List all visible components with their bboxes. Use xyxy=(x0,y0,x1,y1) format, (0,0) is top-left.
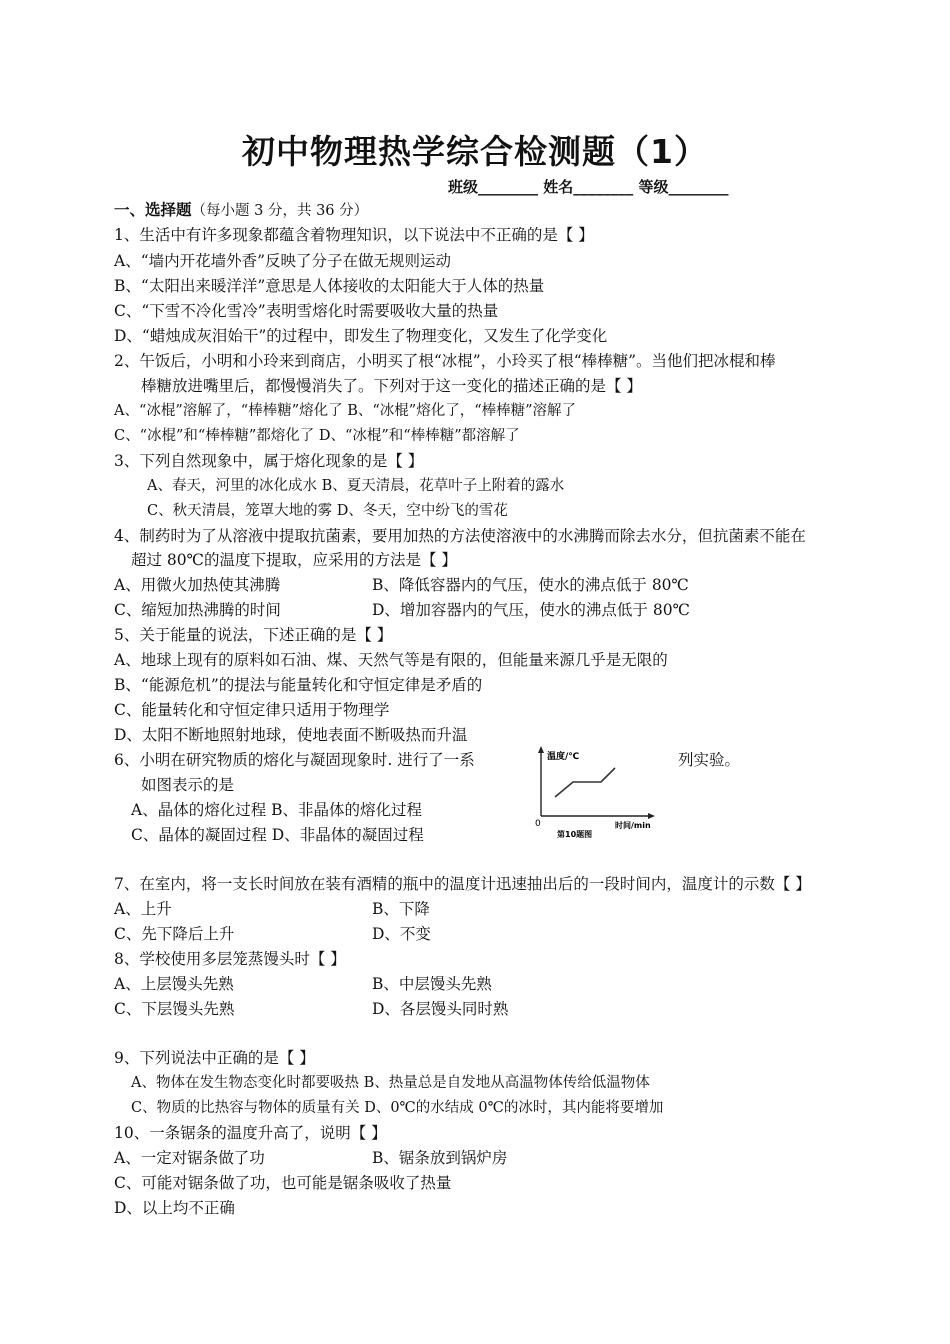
q3-options-ab: A、春天，河里的冰化成水 B、夏天清晨，花草叶子上附着的露水 xyxy=(147,478,565,494)
q6-stem-line1b: 列实验。 xyxy=(678,751,741,769)
graph-x-label: 时间/min xyxy=(615,821,651,830)
graph-y-label: 温度/℃ xyxy=(547,752,580,762)
page-title: 初中物理热学综合检测题（1） xyxy=(242,132,708,171)
q8-stem: 8、学校使用多层笼蒸馒头时【 】 xyxy=(114,950,346,968)
q5-option-a: A、地球上现有的原料如石油、煤、天然气等是有限的，但能量来源几乎是无限的 xyxy=(114,651,668,669)
q7-option-a: A、上升 xyxy=(114,900,172,918)
q1-option-a: A、“墙内开花墙外香”反映了分子在做无规则运动 xyxy=(114,252,452,270)
q10-option-d: D、以上均不正确 xyxy=(114,1199,235,1217)
q6-stem-line1a: 6、小明在研究物质的熔化与凝固现象时. 进行了一系 xyxy=(114,751,475,769)
q9-options-cd: C、物质的比热容与物体的质量有关 D、0℃的水结成 0℃的冰时，其内能将要增加 xyxy=(131,1100,664,1116)
q8-option-c: C、下层馒头先熟 xyxy=(114,1000,235,1018)
q5-stem: 5、关于能量的说法，下述正确的是【 】 xyxy=(114,626,393,644)
q1-option-c: C、“下雪不冷化雪冷”表明雪熔化时需要吸收大量的热量 xyxy=(114,302,499,320)
q10-option-b: B、锯条放到锅炉房 xyxy=(372,1149,508,1167)
q9-stem: 9、下列说法中正确的是【 】 xyxy=(114,1049,315,1067)
q7-option-c: C、先下降后上升 xyxy=(114,925,235,943)
graph-caption: 第10题图 xyxy=(557,830,593,839)
q10-option-a: A、一定对锯条做了功 xyxy=(114,1149,265,1167)
q8-option-a: A、上层馒头先熟 xyxy=(114,975,234,993)
q5-option-b: B、“能源危机”的提法与能量转化和守恒定律是矛盾的 xyxy=(114,676,483,694)
q1-option-b: B、“太阳出来暖洋洋”意思是人体接收的太阳能大于人体的热量 xyxy=(114,277,545,295)
q6-stem-line2: 如图表示的是 xyxy=(141,776,235,794)
q4-option-d: D、增加容器内的气压，使水的沸点低于 80℃ xyxy=(372,601,690,619)
q2-stem-line2: 棒糖放进嘴里后，都慢慢消失了。下列对于这一变化的描述正确的是【 】 xyxy=(141,377,642,395)
q7-option-d: D、不变 xyxy=(372,925,431,943)
q2-stem-line1: 2、午饭后，小明和小玲来到商店，小明买了根“冰棍”，小玲买了根“棒棒糖”。当他们把冰棍和棒 xyxy=(114,352,776,370)
q7-stem: 7、在室内，将一支长时间放在装有酒精的瓶中的温度计迅速抽出后的一段时间内，温度计的示数【 】 xyxy=(114,875,811,893)
q4-option-b: B、降低容器内的气压，使水的沸点低于 80℃ xyxy=(372,576,689,594)
q10-option-c: C、可能对锯条做了功，也可能是锯条吸收了热量 xyxy=(114,1174,452,1192)
q6-options-ab: A、晶体的熔化过程 B、非晶体的熔化过程 xyxy=(131,801,423,819)
q2-options-cd: C、“冰棍”和“棒棒糖”都熔化了 D、“冰棍”和“棒棒糖”都溶解了 xyxy=(114,428,520,444)
student-info-fields: 班级________ 姓名________ 等级________ xyxy=(448,178,729,196)
q5-option-d: D、太阳不断地照射地球，使地表面不断吸热而升温 xyxy=(114,726,468,744)
graph-y-arrow xyxy=(538,746,544,753)
q4-option-a: A、用微火加热使其沸腾 xyxy=(114,576,281,594)
q8-option-b: B、中层馒头先熟 xyxy=(372,975,492,993)
q1-stem: 1、生活中有许多现象都蕴含着物理知识，以下说法中不正确的是【 】 xyxy=(114,226,594,244)
q2-options-ab: A、“冰棍”溶解了，“棒棒糖”熔化了 B、“冰棍”熔化了，“棒棒糖”溶解了 xyxy=(114,403,577,419)
q5-option-c: C、能量转化和守恒定律只适用于物理学 xyxy=(114,701,390,719)
graph-x-arrow xyxy=(648,813,655,819)
section-title: 一、选择题 xyxy=(114,201,192,219)
q3-options-cd: C、秋天清晨，笼罩大地的雾 D、冬天，空中纷飞的雪花 xyxy=(147,503,508,519)
q7-option-b: B、下降 xyxy=(372,900,430,918)
graph-curve xyxy=(555,768,615,797)
q6-options-cd: C、晶体的凝固过程 D、非晶体的凝固过程 xyxy=(131,826,424,844)
q4-stem-line2: 超过 80℃的温度下提取，应采用的方法是【 】 xyxy=(131,551,457,569)
section-note: （每小题 3 分，共 36 分） xyxy=(191,203,369,219)
q1-option-d: D、“蜡烛成灰泪始干”的过程中，即发生了物理变化，又发生了化学变化 xyxy=(114,327,608,345)
q4-option-c: C、缩短加热沸腾的时间 xyxy=(114,601,281,619)
q9-options-ab: A、物体在发生物态变化时都要吸热 B、热量总是自发地从高温物体传给低温物体 xyxy=(131,1075,650,1091)
q8-option-d: D、各层馒头同时熟 xyxy=(372,1000,509,1018)
q10-stem: 10、一条锯条的温度升高了，说明【 】 xyxy=(114,1124,387,1142)
graph-origin: 0 xyxy=(535,819,541,829)
q3-stem: 3、下列自然现象中，属于熔化现象的是【 】 xyxy=(114,452,424,470)
q4-stem-line1: 4、制药时为了从溶液中提取抗菌素，要用加热的方法使溶液中的水沸腾而除去水分，但抗菌素不能在 xyxy=(114,527,806,545)
section-heading xyxy=(114,200,368,221)
temperature-time-graph xyxy=(533,744,657,840)
